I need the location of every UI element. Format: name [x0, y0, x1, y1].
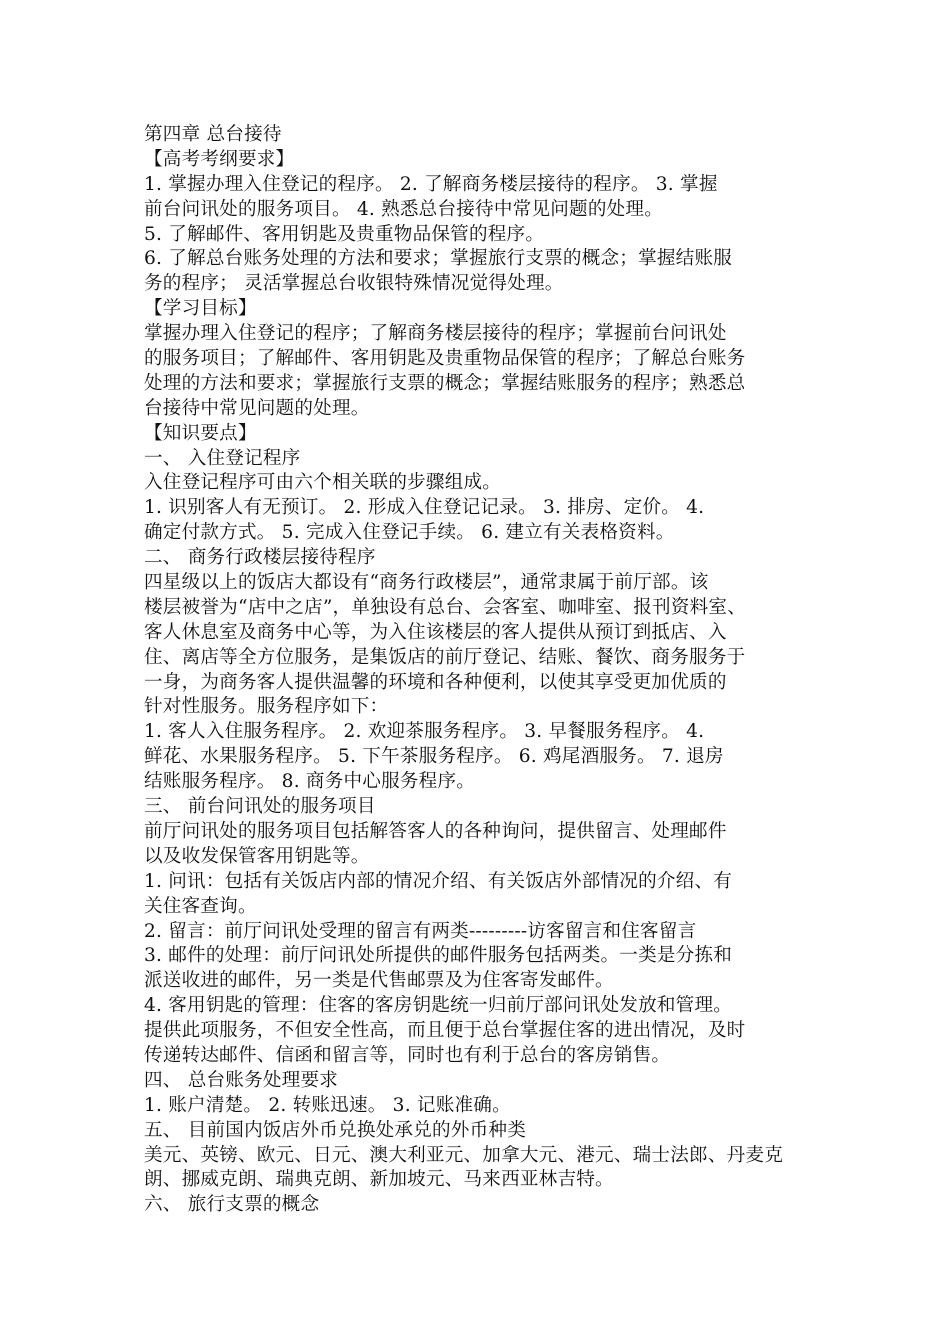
text-line: 1. 掌握办理入住登记的程序。 2. 了解商务楼层接待的程序。 3. 掌握: [144, 173, 718, 195]
text-line: 针对性服务。服务程序如下：: [144, 696, 389, 718]
chapter-title: 第四章 总台接待: [144, 124, 282, 145]
text-line: 确定付款方式。 5. 完成入住登记手续。 6. 建立有关表格资料。: [144, 522, 675, 544]
text-line: 1. 问讯：包括有关饭店内部的情况介绍、有关饭店外部情况的介绍、有: [144, 870, 733, 892]
text-line: 楼层被誉为“店中之店”，单独设有总台、会客室、咖啡室、报刊资料室、: [144, 596, 747, 618]
text-line: 1. 账户清楚。 2. 转账迅速。 3. 记账准确。: [144, 1094, 511, 1116]
text-line: 派送收进的邮件，另一类是代售邮票及为住客寄发邮件。: [144, 970, 614, 992]
text-line: 1. 识别客人有无预订。 2. 形成入住登记记录。 3. 排房、定价。 4.: [144, 497, 705, 519]
section-heading-exam-outline: 【高考考纲要求】: [144, 148, 295, 170]
text-line: 的服务项目；了解邮件、客用钥匙及贵重物品保管的程序；了解总台账务: [144, 348, 746, 370]
text-line: 传递转达邮件、信函和留言等，同时也有利于总台的客房销售。: [144, 1044, 671, 1066]
text-line: 前厅问讯处的服务项目包括解答客人的各种询问，提供留言、处理邮件: [144, 820, 727, 842]
text-line: 住、离店等全方位服务，是集饭店的前厅登记、结账、餐饮、商务服务于: [144, 646, 746, 668]
subheading-foreign-currency: 五、 目前国内饭店外币兑换处承兑的外币种类: [144, 1119, 526, 1141]
text-line: 美元、英镑、欧元、日元、澳大利亚元、加拿大元、港元、瑞士法郎、丹麦克: [144, 1144, 783, 1166]
text-line: 客人休息室及商务中心等，为入住该楼层的客人提供从预订到抵店、入: [144, 621, 727, 643]
text-line: 结账服务程序。 8. 商务中心服务程序。: [144, 771, 476, 793]
text-line: 6. 了解总台账务处理的方法和要求；掌握旅行支票的概念；掌握结账服: [144, 248, 733, 270]
subheading-accounting: 四、 总台账务处理要求: [144, 1069, 339, 1091]
text-line: 台接待中常见问题的处理。: [144, 397, 370, 419]
text-line: 掌握办理入住登记的程序；了解商务楼层接待的程序；掌握前台问讯处: [144, 323, 727, 345]
text-line: 关住客查询。: [144, 895, 257, 917]
subheading-executive-floor: 二、 商务行政楼层接待程序: [144, 547, 376, 569]
text-line: 4. 客用钥匙的管理：住客的客房钥匙统一归前厅部问讯处发放和管理。: [144, 995, 733, 1017]
text-line: 入住登记程序可由六个相关联的步骤组成。: [144, 472, 502, 494]
text-line: 2. 留言：前厅问讯处受理的留言有两类---------访客留言和住客留言: [144, 920, 697, 942]
text-line: 3. 邮件的处理：前厅问讯处所提供的邮件服务包括两类。一类是分拣和: [144, 945, 733, 967]
section-heading-key-points: 【知识要点】: [144, 422, 257, 444]
text-line: 5. 了解邮件、客用钥匙及贵重物品保管的程序。: [144, 223, 545, 245]
text-line: 前台问讯处的服务项目。 4. 熟悉总台接待中常见问题的处理。: [144, 198, 663, 220]
text-line: 务的程序； 灵活掌握总台收银特殊情况觉得处理。: [144, 273, 564, 295]
subheading-check-in: 一、 入住登记程序: [144, 447, 301, 469]
text-line: 提供此项服务，不但安全性高，而且便于总台掌握住客的进出情况，及时: [144, 1020, 746, 1042]
subheading-information-desk: 三、 前台问讯处的服务项目: [144, 796, 376, 818]
text-line: 四星级以上的饭店大都设有“商务行政楼层”，通常隶属于前厅部。该: [144, 572, 709, 594]
section-heading-learning-goals: 【学习目标】: [144, 298, 257, 320]
text-line: 朗、挪威克朗、瑞典克朗、新加坡元、马来西亚林吉特。: [144, 1169, 614, 1191]
subheading-travelers-cheque: 六、 旅行支票的概念: [144, 1194, 320, 1216]
text-line: 处理的方法和要求；掌握旅行支票的概念；掌握结账服务的程序；熟悉总: [144, 372, 746, 394]
text-line: 以及收发保管客用钥匙等。: [144, 845, 370, 867]
text-line: 1. 客人入住服务程序。 2. 欢迎茶服务程序。 3. 早餐服务程序。 4.: [144, 721, 705, 743]
text-line: 鲜花、水果服务程序。 5. 下午茶服务程序。 6. 鸡尾酒服务。 7. 退房: [144, 746, 724, 768]
text-line: 一身，为商务客人提供温馨的环境和各种便利，以使其享受更加优质的: [144, 671, 727, 693]
document-body: [144, 123, 816, 1218]
